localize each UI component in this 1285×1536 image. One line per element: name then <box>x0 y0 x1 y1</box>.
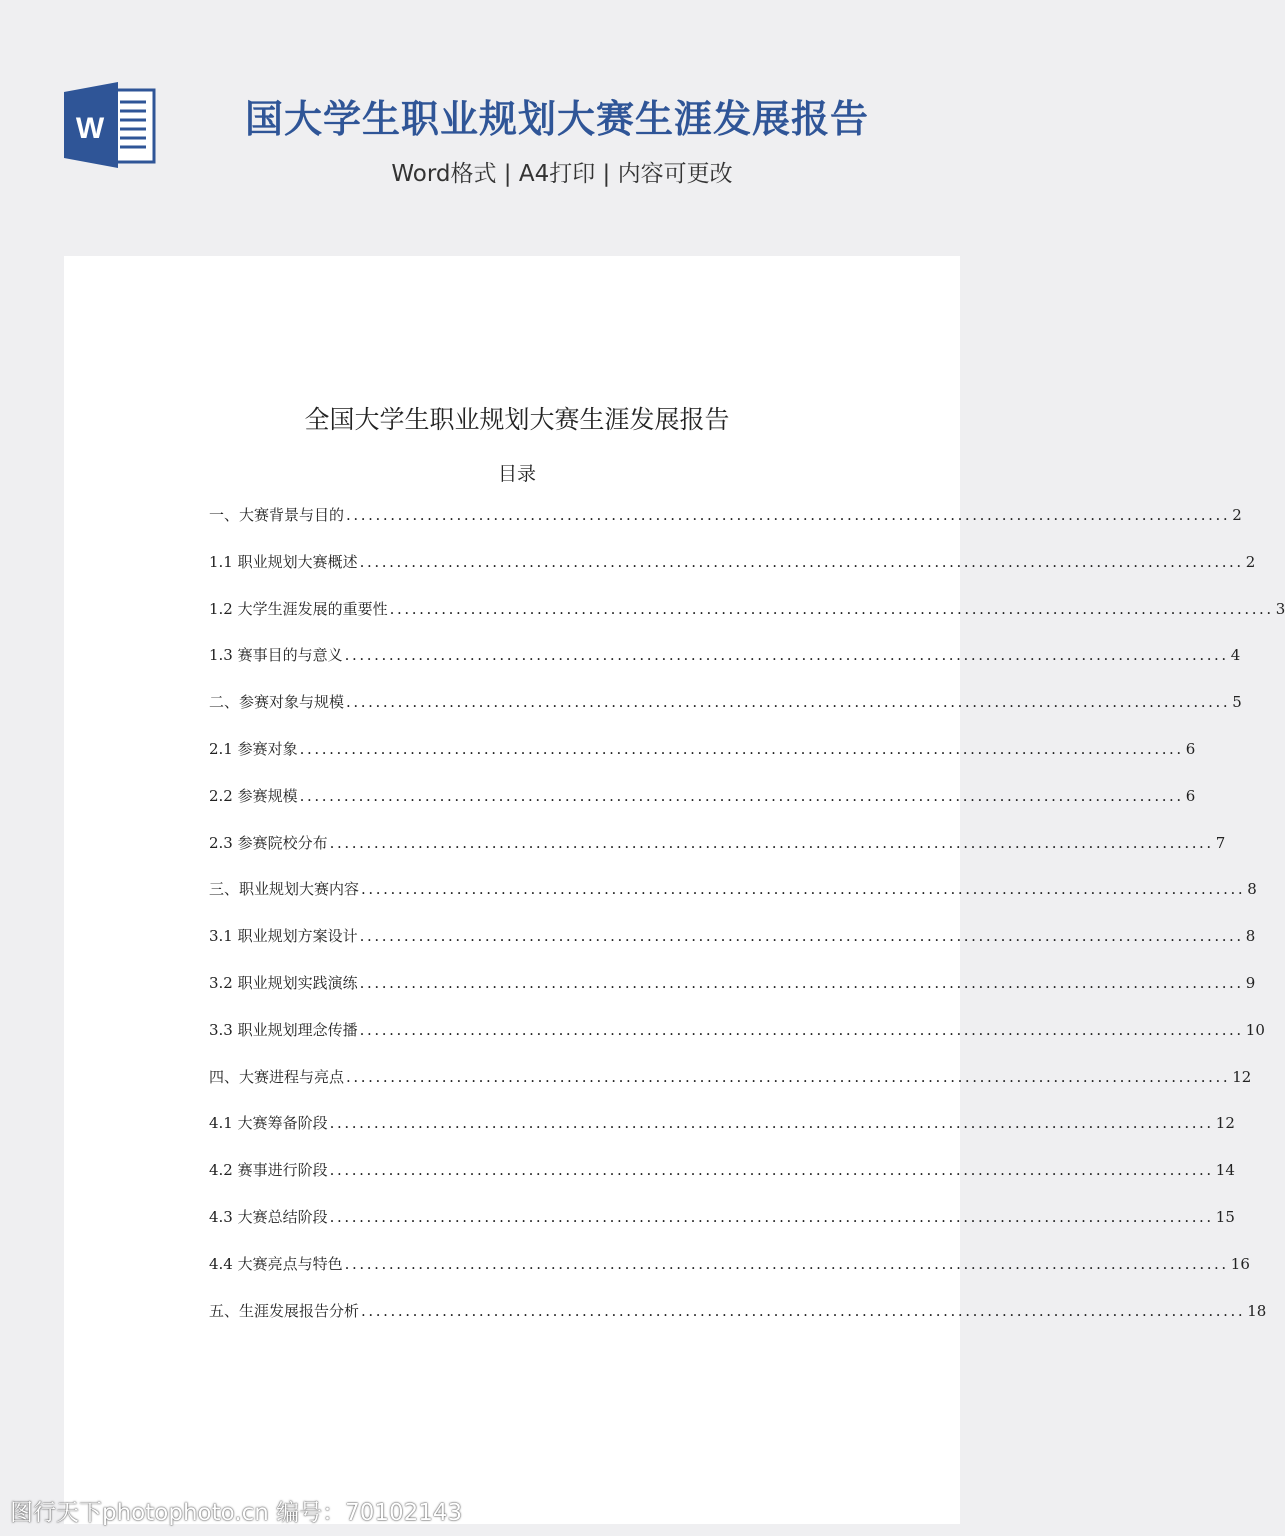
document-page <box>64 256 1285 1524</box>
toc-entry[interactable] <box>209 1019 1265 1066</box>
header-subtitle: Word格式 | A4打印 | 内容可更改 <box>391 161 733 187</box>
toc-entry-text: 二、参赛对象与规模 <box>209 693 345 712</box>
toc-entry-page: 14 <box>1215 1161 1235 1180</box>
toc-entry-page: 9 <box>1245 973 1256 992</box>
toc-entry-page: 7 <box>1215 833 1226 852</box>
toc-dot-leader: ........................................................................................................................ <box>359 1020 1244 1039</box>
toc-dot-leader: ........................................................................................................................ <box>299 739 1184 758</box>
header-title: 国大学生职业规划大赛生涯发展报告 <box>244 97 869 141</box>
toc-entry-text: 4.2 赛事进行阶段 <box>209 1161 328 1180</box>
toc-entry[interactable] <box>209 644 1241 691</box>
toc-entry[interactable] <box>209 1066 1252 1113</box>
toc-entry-page: 8 <box>1245 927 1256 946</box>
toc-entry-page: 16 <box>1230 1254 1250 1273</box>
toc-entry-page: 6 <box>1185 739 1196 758</box>
toc-entry[interactable] <box>209 1206 1235 1253</box>
toc-entry-text: 4.4 大赛亮点与特色 <box>209 1254 343 1273</box>
toc-dot-leader: ........................................................................................................................ <box>344 646 1229 665</box>
toc-dot-leader: ........................................................................................................................ <box>361 1301 1246 1320</box>
toc-dot-leader: ........................................................................................................................ <box>329 1114 1214 1133</box>
toc-entry-text: 1.1 职业规划大赛概述 <box>209 552 358 571</box>
toc-dot-leader: ........................................................................................................................ <box>329 1161 1214 1180</box>
toc-entry-page: 10 <box>1245 1020 1265 1039</box>
toc-dot-leader: ........................................................................................................................ <box>361 880 1246 899</box>
toc-dot-leader: ........................................................................................................................ <box>299 786 1184 805</box>
toc-entry-text: 四、大赛进程与亮点 <box>209 1067 345 1086</box>
toc-entry-text: 一、大赛背景与目的 <box>209 506 345 524</box>
toc-entry-text: 3.2 职业规划实践演练 <box>209 973 358 992</box>
toc-entry-page: 12 <box>1232 1067 1252 1086</box>
toc-entry-page: 18 <box>1247 1301 1267 1320</box>
toc-entry-text: 3.1 职业规划方案设计 <box>209 927 358 946</box>
toc-entry-text: 2.2 参赛规模 <box>209 786 298 805</box>
toc-entry-text: 2.3 参赛院校分布 <box>209 833 328 852</box>
toc-entry[interactable] <box>209 785 1196 832</box>
toc-entry[interactable] <box>209 972 1256 1019</box>
toc-entry-page: 15 <box>1215 1207 1235 1226</box>
toc-entry-page: 2 <box>1232 506 1242 524</box>
toc-entry[interactable] <box>209 1112 1235 1159</box>
toc-dot-leader: ........................................................................................................................ <box>359 973 1244 992</box>
toc-dot-leader: ........................................................................................................................ <box>389 599 1274 618</box>
toc-entry[interactable] <box>209 551 1256 598</box>
toc-entry-text: 三、职业规划大赛内容 <box>209 880 360 899</box>
toc-entry-page: 6 <box>1185 786 1196 805</box>
toc-entry-page: 8 <box>1247 880 1257 899</box>
toc-entry[interactable] <box>209 1300 1267 1347</box>
toc-entry-text: 1.2 大学生涯发展的重要性 <box>209 599 388 618</box>
toc-entry[interactable] <box>209 738 1196 785</box>
toc-entry-text: 五、生涯发展报告分析 <box>209 1301 360 1320</box>
toc-entry[interactable] <box>209 1253 1250 1300</box>
toc-entry[interactable] <box>209 691 1242 738</box>
toc-dot-leader: ........................................................................................................................ <box>346 1067 1231 1086</box>
toc-entry-text: 4.1 大赛筹备阶段 <box>209 1114 328 1133</box>
toc-dot-leader: ........................................................................................................................ <box>329 833 1214 852</box>
toc-dot-leader: ........................................................................................................................ <box>346 506 1231 524</box>
toc-dot-leader: ........................................................................................................................ <box>359 927 1244 946</box>
toc-entry-page: 5 <box>1232 693 1242 712</box>
toc-entry[interactable] <box>209 878 1257 925</box>
toc-entry[interactable] <box>209 925 1256 972</box>
toc-entry-page: 12 <box>1215 1114 1235 1133</box>
toc-entry-page: 2 <box>1245 552 1256 571</box>
toc-entry-text: 1.3 赛事目的与意义 <box>209 646 343 665</box>
toc-entry[interactable] <box>209 504 1242 551</box>
toc-dot-leader: ........................................................................................................................ <box>359 552 1244 571</box>
toc-dot-leader: ........................................................................................................................ <box>346 693 1231 712</box>
toc-entry[interactable] <box>209 1159 1235 1206</box>
toc-entry-page: 3 <box>1275 599 1285 618</box>
toc-heading: 目录 <box>497 463 536 485</box>
svg-text:W: W <box>75 112 105 145</box>
toc-entry-text: 2.1 参赛对象 <box>209 739 298 758</box>
document-title: 全国大学生职业规划大赛生涯发展报告 <box>304 405 730 434</box>
toc-entry[interactable] <box>209 598 1285 645</box>
table-of-contents <box>209 504 1285 1346</box>
word-icon <box>64 82 156 168</box>
watermark: 图行天下photophoto.cn 编号：70102143 <box>10 1500 463 1526</box>
toc-entry[interactable] <box>209 832 1226 879</box>
toc-dot-leader: ........................................................................................................................ <box>344 1254 1229 1273</box>
toc-entry-text: 3.3 职业规划理念传播 <box>209 1020 358 1039</box>
toc-entry-page: 4 <box>1230 646 1241 665</box>
toc-dot-leader: ........................................................................................................................ <box>329 1207 1214 1226</box>
toc-entry-text: 4.3 大赛总结阶段 <box>209 1207 328 1226</box>
